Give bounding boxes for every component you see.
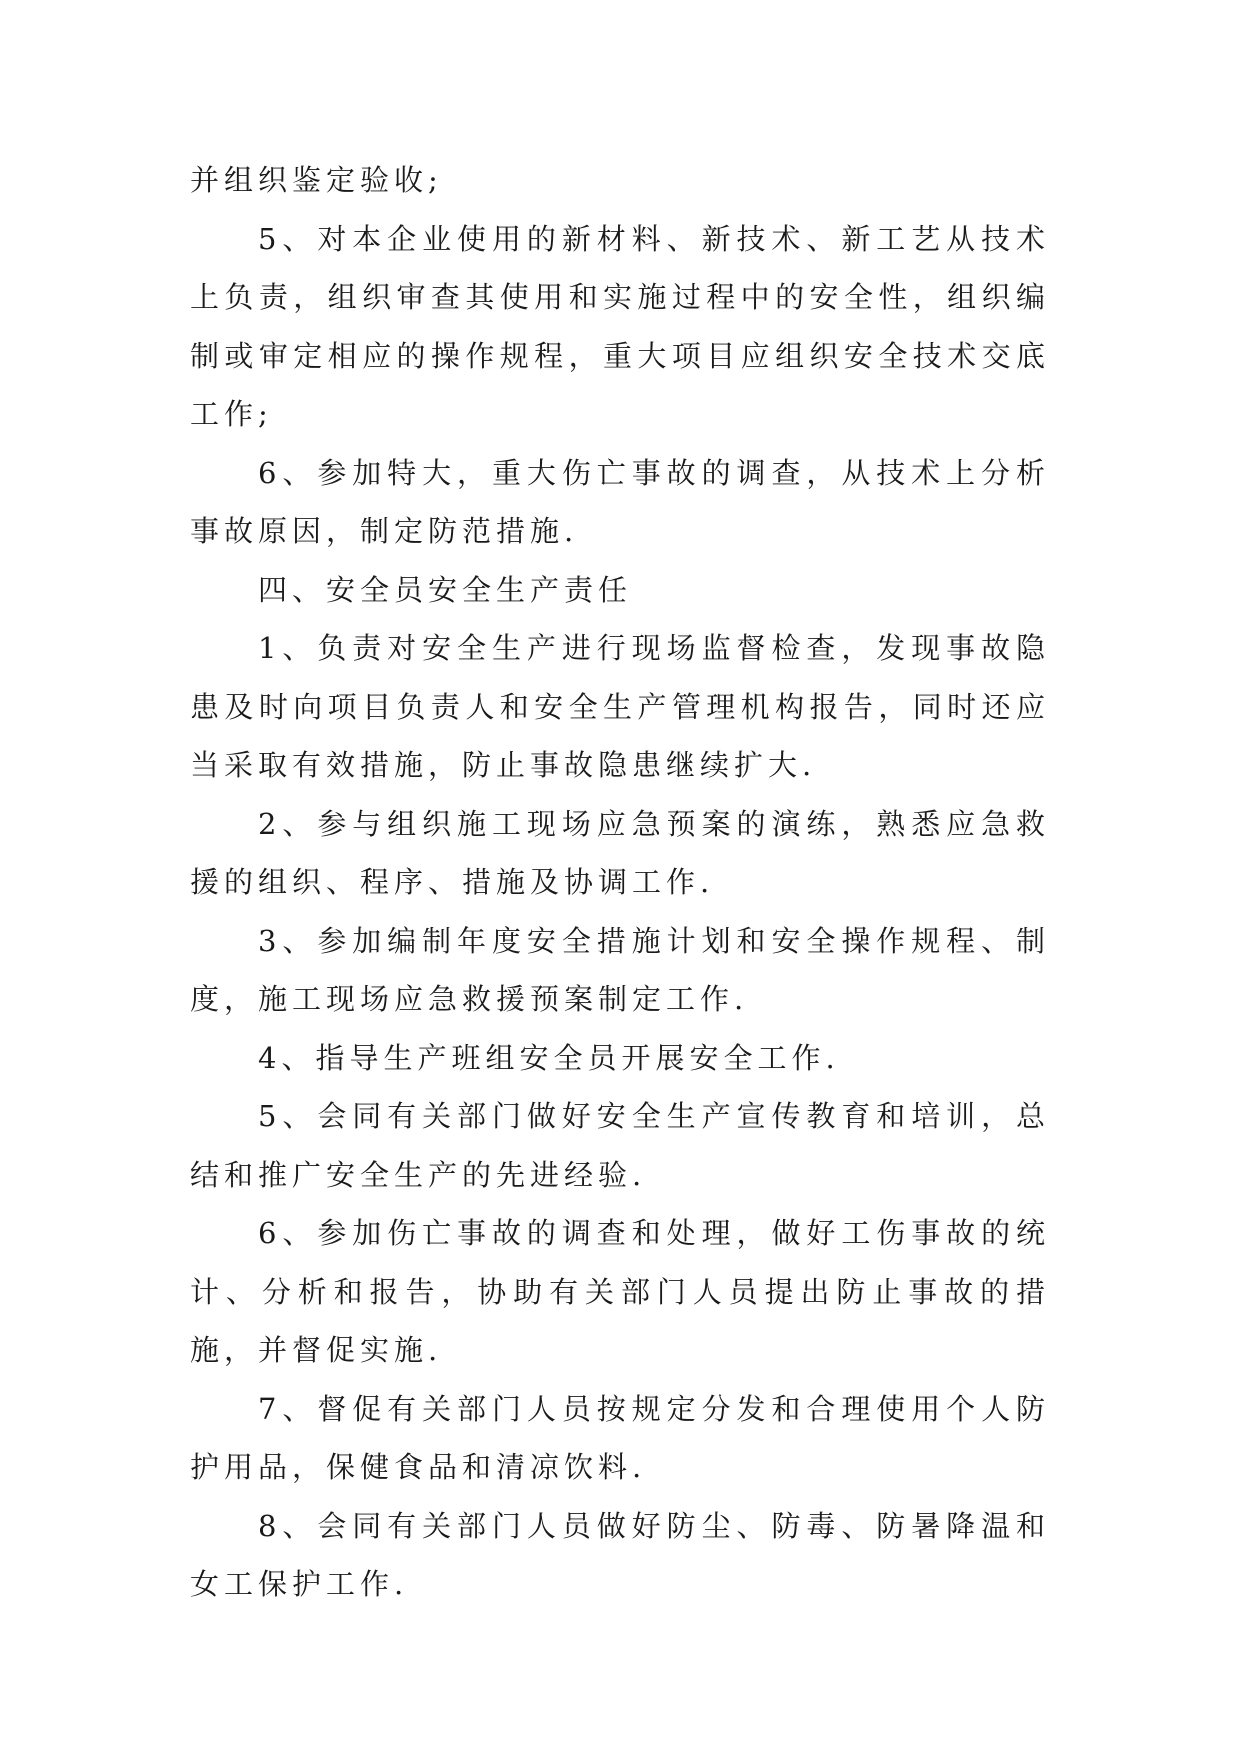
paragraph-item-2-emergency-drill: 2、参与组织施工现场应急预案的演练，熟悉应急救援的组织、程序、措施及协调工作. [190,806,1050,899]
document-page [190,151,1050,1614]
paragraph-item-5-training: 5、会同有关部门做好安全生产宣传教育和培训，总结和推广安全生产的先进经验. [190,1099,1050,1192]
paragraph-item-1-site-inspection: 1、负责对安全生产进行现场监督检查，发现事故隐患及时向项目负责人和安全生产管理机构报告，同时还应当采取有效措施，防止事故隐患继续扩大. [190,631,1050,782]
paragraph-continuation: 并组织鉴定验收; [190,163,443,197]
section-heading-safety-officer: 四、安全员安全生产责任 [258,572,633,607]
paragraph-item-6-injury-statistics: 6、参加伤亡事故的调查和处理，做好工伤事故的统计、分析和报告，协助有关部门人员提出防止事故的措施，并督促实施. [190,1216,1050,1367]
paragraph-item-8-worker-protection: 8、会同有关部门人员做好防尘、防毒、防暑降温和女工保护工作. [190,1508,1050,1601]
paragraph-item-7-protective-equipment: 7、督促有关部门人员按规定分发和合理使用个人防护用品，保健食品和清凉饮料. [190,1391,1050,1484]
paragraph-item-6-accident-investigation: 6、参加特大，重大伤亡事故的调查，从技术上分析事故原因，制定防范措施. [190,455,1050,548]
paragraph-item-4-team-guidance: 4、指导生产班组安全员开展安全工作. [258,1040,840,1075]
paragraph-item-5-new-technology: 5、对本企业使用的新材料、新技术、新工艺从技术上负责，组织审查其使用和实施过程中的安全性，组织编制或审定相应的操作规程，重大项目应组织安全技术交底工作; [190,221,1050,431]
paragraph-item-3-annual-plan: 3、参加编制年度安全措施计划和安全操作规程、制度，施工现场应急救援预案制定工作. [190,923,1050,1016]
